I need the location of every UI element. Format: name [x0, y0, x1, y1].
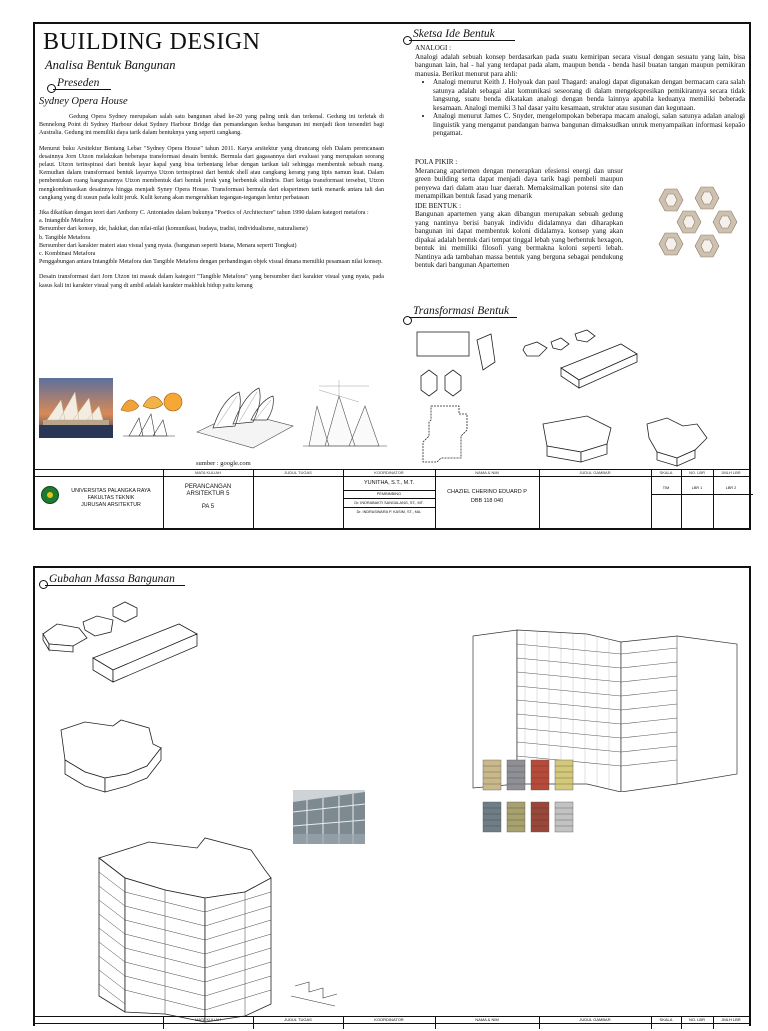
course-block: PERANCANGAN ARSITEKTUR 5 PA 5	[184, 484, 232, 510]
student-block: CHAZIEL CHERINO EDUARD P DBB 118 040	[447, 489, 527, 504]
hdr-no-lbr: NO. LBR	[688, 1017, 705, 1022]
sheet-2	[33, 566, 751, 1026]
shell-geometry-sketch	[299, 376, 391, 452]
preseden-heading: Preseden	[53, 77, 111, 90]
hdr-jmlh-lbr: JMLH LBR	[721, 1017, 741, 1022]
sketsa-heading: Sketsa Ide Bentuk	[409, 28, 515, 41]
gubahan-heading: Gubahan Massa Bangunan	[45, 573, 185, 586]
paragraph-kesimpulan: Desain transformasi dari Jorn Utzon ini masuk dalam kategori "Tangible Metafora" yang bersumber dari karakter visual yang nyata, pada kasus kali ini karakter visual yang di ambil adalah karakter makhluk hidup yaitu kerang	[39, 274, 384, 289]
analogi-label: ANALOGI :	[415, 44, 452, 52]
source-caption: sumber : google.com	[196, 460, 251, 467]
mass-plan-sketch	[57, 716, 173, 808]
hdr-judul-gambar: JUDUL GAMBAR	[579, 470, 611, 475]
hdr-judul-tugas: JUDUL TUGAS	[284, 1017, 312, 1022]
university-logo-icon	[41, 486, 59, 504]
skala-value: TIM	[662, 486, 670, 490]
hdr-skala: SKALA	[659, 470, 673, 475]
title-block	[35, 469, 749, 528]
koordinator-name: YUNITHA, S.T., M.T.	[363, 480, 415, 486]
analogi-block	[415, 44, 745, 138]
hdr-nama-nim: NAMA & NIM	[475, 1017, 499, 1022]
shell-orange-sketch	[115, 380, 187, 440]
pembimbing-1: Dr. INDRABAKTI SANGALANG, ST., MT.	[354, 501, 424, 505]
lembar-value: LBR 1	[691, 486, 703, 490]
jumlah-lembar-value: LBR 2	[725, 486, 737, 490]
hdr-no-lbr: NO. LBR	[688, 470, 705, 475]
pembimbing-label: PEMBIMBING	[376, 492, 402, 496]
hdr-mata-kuliah: MATA KULIAH	[195, 1017, 221, 1022]
page-subtitle: Analisa Bentuk Bangunan	[45, 58, 176, 72]
hdr-judul-tugas: JUDUL TUGAS	[284, 470, 312, 475]
opera-house-aerial-sketch	[193, 374, 297, 452]
sheet-1	[33, 22, 751, 530]
sydney-heading: Sydney Opera House	[39, 96, 128, 107]
hdr-judul-gambar: JUDUL GAMBAR	[579, 1017, 611, 1022]
pola-ide-block	[415, 158, 623, 270]
paragraph-intro: Gedung Opera Sydney merupakan salah satu bangunan abad ke-20 yang paling unik dan terkenal. Gedung ini terletak di Bennelong Point di Sydney Harbour dekat Sydney Harbour Bridge dan pemandangan kedua bangunan ini menjadi ikon tersendiri bagi Australia. Gedung ini memiliki daya tarik dalam bentuknya yang seperti cangkang.	[39, 114, 384, 137]
hdr-nama-nim: NAMA & NIM	[475, 470, 499, 475]
analogi-bullet-2: • Analogi menurut James C. Snyder, mengelompokan beberapa macam analogi, salan satunya adalan analogi linguistik yang menganut pandangan banwa bangunan dimaksudkan unruk menyampaikan informasi kepaão pengamat.	[433, 112, 745, 138]
paragraph-metafora: Jika dikaitkan dengan teori dari Anthony C. Antoniades dalam bukunya "Poetics of Architecture" tahun 1990 dalam kategori metafora : a. Intangible Metafora Bersumber dari konsep, ide, hakikat, dan nilai-nilai (komunikasi, budaya, tradisi, individualisme, naturalisme) b. Tangible Metafora Bersumber dari karakter materi atau visual yang nyata. (bangunan seperti Istana, Menara seperti Tongkat) c. Kombinasi Metafora Penggabungan antara Intangible Metafora dan Tangible Metafora dengan perbandingan objek visual dmana memiliki pesamaan nilai konsep.	[39, 210, 383, 266]
pola-pikir-text: Merancang apartemen dengan menerapkan efesiensi energi dan unsur green building serta dapat menjadi daya tarik bagi pembeli maupun penyewa dari dalam atau luar daerah. Memaksimalkan potensi site dan menampilkan bentuk fasad yang menarik	[415, 166, 623, 200]
hdr-jmlh-lbr: JMLH LBR	[721, 470, 741, 475]
ide-bentuk-label: IDE BENTUK :	[415, 201, 462, 210]
facade-material-reference	[479, 752, 579, 838]
transformation-sketches	[411, 326, 747, 472]
opera-house-photo	[39, 378, 113, 438]
analogi-text: Analogi adalah sebuah konsep berdasarkan pada suatu kemiripan secara visual dengan sesuatu yang lain, bisa bangunan lain, hal - hal yang terdapat pada alam, maupun benda - benda hasil buatan tangan maupun pemikiran manusia. Berikut menurut para ahli:	[415, 52, 745, 78]
left-text-block	[39, 113, 384, 297]
analogi-list	[415, 78, 745, 138]
ide-bentuk-text: Bangunan apartemen yang akan dibangun merupakan sebuah gedung yang nantinya berisi banyak individu didalamnya dan diharapkan bangunan ini dapat membentuk koloni didalamya. konsep yang akan dipakai adalah bentuk dari tempat tinggal lebah yang berbentuk hexagon, bentuk ini memiliki filosofi yang bermakna koloni seperti lebah. Nantinya ada tambahan massa bentuk yang berguna sebagai pendukung bentuk dari bangunan Apartemen	[415, 210, 624, 269]
title-block-partial	[35, 1016, 749, 1029]
hexagon-pattern-image	[643, 179, 741, 269]
page-title: BUILDING DESIGN	[43, 29, 261, 55]
paragraph-transformasi: Menurut buku Arsitektur Bentang Lebar "Sydney Opera House" tahun 2011. Karya arsitektur yang dirancang oleh Dalam perencanaan desainnya Jorn Utzon melakukan beberapa transformasi desain bentuk. Bermula dari gagasannya dari evaluasi yang merupakan seorang pelaut. Utzon terinspirasi dari bentuk layar kapal yang bisa terbentang lebar dengan tarikan tali sehingga membentuk sebuah ruang. Kemudian dalam transformasi bentuk layarnya Utzon terinspirasi dari bentuk shell atau cangkang kerang yang tipis namun kuat. Dalam pembentukan ruang bangunannya Utzon membentuk dari bentuk jeruk yang berbentuk silindris. Dari ketiga transformasi tersebut, Utzon mengkombinasikan desainnya hingga menjadi Syney Opera House. Transformasi bermula dari eksperimen tarik menarik antara tali dan cangkang yang di susun pada kulit jeruk. Kulit kerang akan mengerahkan tegangan-tegangan lentur perbatasan	[39, 145, 384, 201]
pembimbing-2: Dr. INDRASWARA P. KASIM, ST., MA.	[356, 510, 422, 514]
hdr-koordinator: KOORDINATOR	[374, 1017, 404, 1022]
hdr-mata-kuliah: MATA KULIAH	[195, 470, 221, 475]
mass-arrangement-sketch	[39, 598, 205, 690]
building-perspective-sketch	[95, 836, 345, 1026]
transformasi-heading: Transformasi Bentuk	[409, 305, 517, 318]
hdr-skala: SKALA	[659, 1017, 673, 1022]
university-block: UNIVERSITAS PALANGKA RAYA FAKULTAS TEKNIK JURUSAN ARSITEKTUR	[71, 488, 151, 508]
pola-pikir-label: POLA PIKIR :	[415, 158, 458, 166]
analogi-bullet-1: • Analogi menurut Keith J. Holyoak dan paul Thagard: analogi dapat digunakan dengan bermacam cara salah satunya adalah sebagai alat komunikasi seseorang di dalam mengekspresikan pemikirannya secara tidak langsung, suatu benda dikatakan analogi dengan benda lainnya apabila keduanya memiliki beberada kesamaan. Analogi memiki 3 hal dasar yaitu kesamaan, struktur atau susunan dan kegunaan.	[433, 78, 745, 112]
hdr-koordinator: KOORDINATOR	[374, 470, 404, 475]
